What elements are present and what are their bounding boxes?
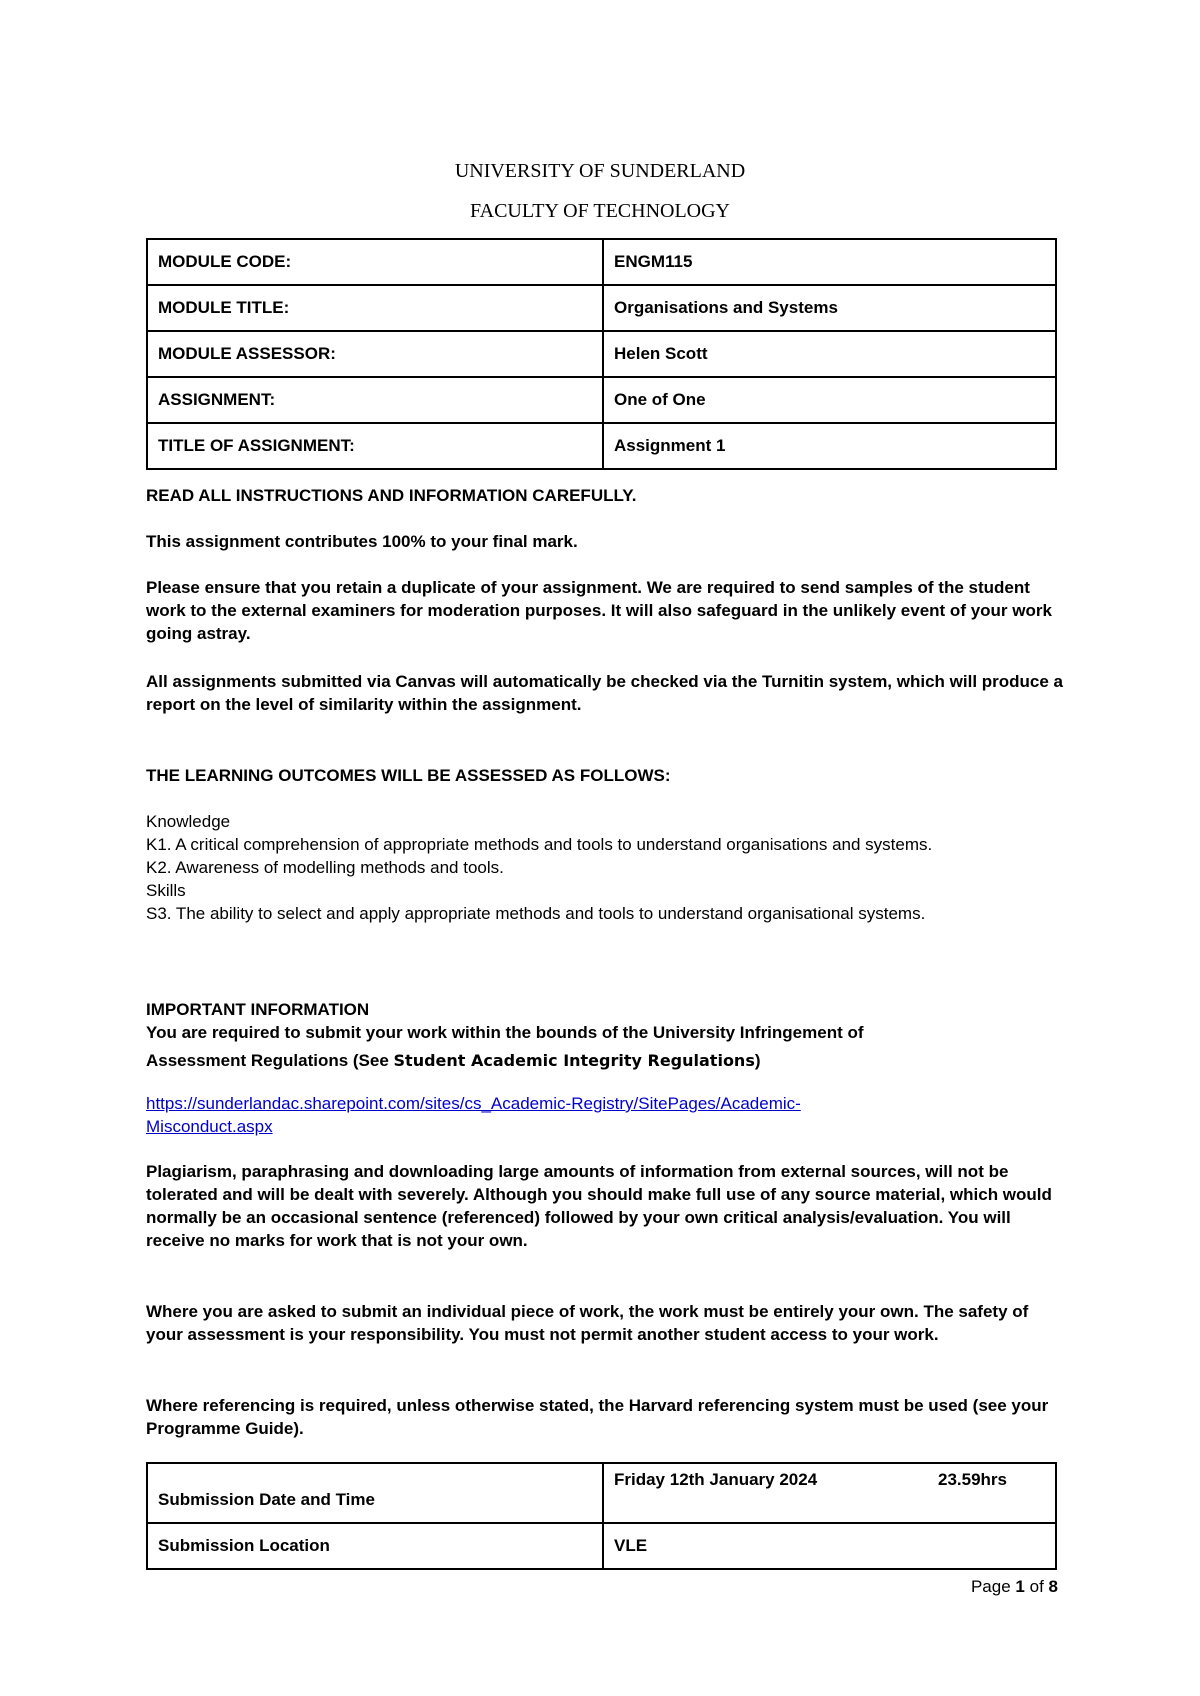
- table-row: [147, 331, 1056, 377]
- regulations-line-2: [146, 1049, 1066, 1072]
- assignment-label: ASSIGNMENT:: [147, 377, 603, 423]
- misconduct-link-line-1[interactable]: https://sunderlandac.sharepoint.com/sites/cs_Academic-Registry/SitePages/Academic-: [146, 1094, 801, 1113]
- submission-date-cell: [603, 1463, 1056, 1523]
- table-row: [147, 285, 1056, 331]
- table-row: [147, 377, 1056, 423]
- assignment-title-value: Assignment 1: [603, 423, 1056, 469]
- table-row: [147, 423, 1056, 469]
- regulations-line-1: You are required to submit your work within the bounds of the University Infringement of: [146, 1023, 864, 1042]
- regulations-text: Assessment Regulations (See: [146, 1051, 394, 1070]
- submission-location-value: VLE: [603, 1523, 1056, 1569]
- skills-label: Skills: [146, 881, 186, 900]
- total-pages: 8: [1048, 1577, 1058, 1596]
- submission-table: [146, 1462, 1057, 1570]
- outcome-k2: K2. Awareness of modelling methods and tools.: [146, 858, 504, 877]
- module-info-table: [146, 238, 1057, 470]
- table-row: [147, 1463, 1056, 1523]
- regulations-close: ): [754, 1051, 761, 1070]
- submission-time-value: 23.59hrs: [938, 1470, 1007, 1489]
- page-word: Page: [970, 1577, 1011, 1596]
- read-all-instruction: READ ALL INSTRUCTIONS AND INFORMATION CAREFULLY.: [146, 486, 637, 505]
- faculty-heading: FACULTY OF TECHNOLOGY: [469, 200, 731, 222]
- table-row: [147, 239, 1056, 285]
- outcome-k1: K1. A critical comprehension of appropriate methods and tools to understand organisations and systems.: [146, 835, 933, 854]
- of-word: of: [1029, 1577, 1044, 1596]
- knowledge-label: Knowledge: [146, 812, 231, 831]
- current-page-number: 1: [1015, 1577, 1025, 1596]
- misconduct-link-line-2[interactable]: Misconduct.aspx: [146, 1117, 273, 1136]
- page-number-footer: [971, 1577, 1058, 1597]
- submission-date-value: Friday 12th January 2024: [614, 1470, 818, 1489]
- university-heading: UNIVERSITY OF SUNDERLAND: [454, 160, 746, 182]
- individual-work-paragraph: Where you are asked to submit an individual piece of work, the work must be entirely your own. The safety of your assessment is your responsibility. You must not permit another student access to your work.: [146, 1302, 1029, 1344]
- submission-location-label: Submission Location: [147, 1523, 603, 1569]
- duplicate-paragraph: Please ensure that you retain a duplicate of your assignment. We are required to send samples of the student work to the external examiners for moderation purposes. It will also safeguard in the unlikely event of your work going astray.: [146, 578, 1052, 643]
- module-code-value: ENGM115: [603, 239, 1056, 285]
- regulations-name: Student Academic Integrity Regulations: [393, 1051, 755, 1070]
- assignment-title-label: TITLE OF ASSIGNMENT:: [147, 423, 603, 469]
- module-title-value: Organisations and Systems: [603, 285, 1056, 331]
- important-info-heading: IMPORTANT INFORMATION: [146, 1000, 370, 1019]
- module-title-label: MODULE TITLE:: [147, 285, 603, 331]
- contribution-text: This assignment contributes 100% to your final mark.: [146, 532, 578, 551]
- submission-date-label: Submission Date and Time: [147, 1463, 603, 1523]
- outcome-s3: S3. The ability to select and apply appropriate methods and tools to understand organisational systems.: [146, 904, 926, 923]
- learning-outcomes-heading: THE LEARNING OUTCOMES WILL BE ASSESSED AS FOLLOWS:: [146, 766, 671, 785]
- misconduct-link[interactable]: [146, 1092, 1066, 1138]
- turnitin-paragraph: All assignments submitted via Canvas will automatically be checked via the Turnitin system, which will produce a report on the level of similarity within the assignment.: [146, 672, 1064, 714]
- module-code-label: MODULE CODE:: [147, 239, 603, 285]
- plagiarism-paragraph: Plagiarism, paraphrasing and downloading large amounts of information from external sources, will not be tolerated and will be dealt with severely. Although you should make full use of any source material, which would normally be an occasional sentence (referenced) followed by your own critical analysis/evaluation. You will receive no marks for work that is not your own.: [146, 1162, 1052, 1250]
- learning-outcomes-list: [146, 810, 1066, 925]
- assignment-value: One of One: [603, 377, 1056, 423]
- table-row: [147, 1523, 1056, 1569]
- module-assessor-value: Helen Scott: [603, 331, 1056, 377]
- module-assessor-label: MODULE ASSESSOR:: [147, 331, 603, 377]
- referencing-paragraph: Where referencing is required, unless otherwise stated, the Harvard referencing system must be used (see your Programme Guide).: [146, 1396, 1049, 1438]
